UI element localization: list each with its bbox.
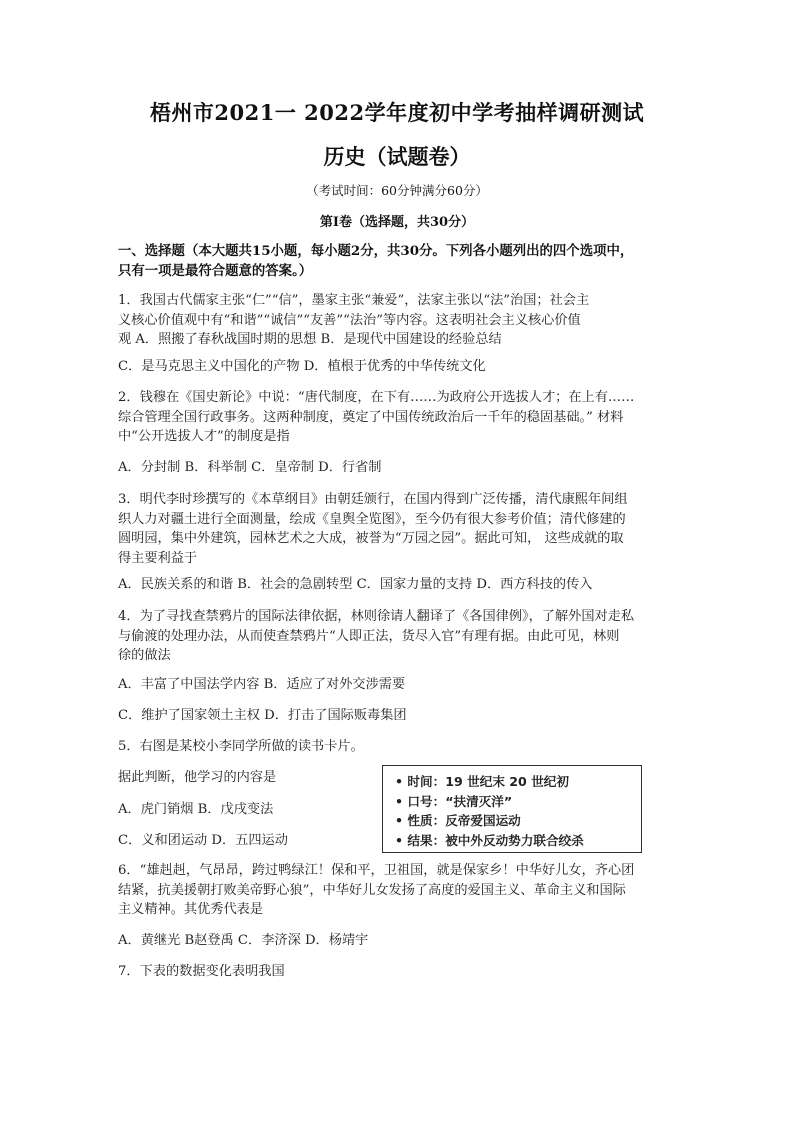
q1-line-2: 义核心价值观中有“和谐”“诚信”“友善”“法治”等内容。这表明社会主义核心价值 xyxy=(118,312,581,328)
subject-title: 历史（试题卷） xyxy=(323,144,471,169)
part-title: 第Ⅰ卷（选择题，共30分） xyxy=(319,215,475,230)
instruction-line-1: 一、选择题（本大题共15小题，每小题2分，共30分。下列各小题列出的四个选项中， xyxy=(118,243,634,259)
question-1 xyxy=(118,291,678,350)
exam-title: 梧州市2021一 2022学年度初中学考抽样调研测试 xyxy=(149,100,645,125)
q2-line-2: 综合管理全国行政事务。这两种制度，奠定了中国传统政治后一千年的稳固基础。” 材料 xyxy=(118,409,624,425)
q5-line-1: 5．右图是某校小李同学所做的读书卡片。 xyxy=(118,739,364,754)
question-2 xyxy=(118,388,678,447)
card-slogan: • 口号：“扶清灭洋” xyxy=(395,793,513,809)
q2-line-3: 中“公开选拔人才”的制度是指 xyxy=(118,429,290,444)
card-nature: • 性质：反帝爱国运动 xyxy=(395,813,521,828)
q6-line-3: 主义精神。其优秀代表是 xyxy=(118,902,264,917)
q4-options-cd: C．维护了国家领土主权 D．打击了国际贩毒集团 xyxy=(118,708,407,723)
q2-line-1: 2．钱穆在《国史新论》中说：“唐代制度，在下有……为政府公开选拔人才；在上有…… xyxy=(118,390,635,405)
q6-line-1: 6．“雄赳赳，气昂昂，跨过鸭绿江！保和平，卫祖国，就是保家乡！中华好儿女，齐心团 xyxy=(118,863,635,878)
question-6 xyxy=(118,861,678,920)
q2-options: A．分封制 B．科举制 C．皇帝制 D．行省制 xyxy=(118,460,382,475)
q3-line-1: 3．明代李时珍撰写的《本草纲目》由朝廷颁行，在国内得到广泛传播，清代康熙年间组 xyxy=(118,492,628,507)
exam-info: （考试时间：60分钟满分60分） xyxy=(306,183,488,198)
q5-options-ab: A．虎门销烟 B．戊戌变法 xyxy=(118,802,274,817)
card-time: • 时间：19 世纪末 20 世纪初 xyxy=(395,774,569,789)
q4-options-ab: A．丰富了中国法学内容 B．适应了对外交涉需要 xyxy=(118,677,406,692)
q6-line-2: 结紧，抗美援朝打败美帝野心狼”，中华好儿女发扬了高度的爱国主义、革命主义和国际 xyxy=(118,882,626,898)
q6-options: A．黄继光 B赵登禹 C．李济深 D．杨靖宇 xyxy=(118,933,369,948)
q1-line-3: 观 A．照搬了春秋战国时期的思想 B．是现代中国建设的经验总结 xyxy=(118,332,502,347)
q5-options-cd: C．义和团运动 D．五四运动 xyxy=(118,833,288,848)
section-instruction xyxy=(118,241,698,281)
q4-line-3: 徐的做法 xyxy=(118,648,171,663)
q3-line-3: 圆明园，集中外建筑，园林艺术之大成，被誉为“万园之园”。据此可知， 这些成就的取 xyxy=(118,531,624,546)
reading-card xyxy=(382,765,642,853)
q1-options-cd: C．是马克思主义中国化的产物 D．植根于优秀的中华传统文化 xyxy=(118,359,486,374)
q4-line-1: 4．为了寻找查禁鸦片的国际法律依据，林则徐请人翻译了《各国律例》，了解外国对走私 xyxy=(118,609,635,624)
card-result: • 结果：被中外反动势力联合绞杀 xyxy=(395,832,584,848)
question-3 xyxy=(118,490,678,568)
q5-line-2: 据此判断，他学习的内容是 xyxy=(118,770,277,785)
q3-options: A．民族关系的和谐 B．社会的急剧转型 C．国家力量的支持 D．西方科技的传入 xyxy=(118,577,593,592)
q1-line-1: 1．我国古代儒家主张“仁”“信”，墨家主张“兼爱”，法家主张以“法”治国；社会主 xyxy=(118,293,590,308)
q3-line-2: 织人力对疆土进行全面测量，绘成《皇舆全览图》，至今仍有很大参考价值；清代修建的 xyxy=(118,511,626,527)
question-4 xyxy=(118,607,678,666)
q3-line-4: 得主要利益于 xyxy=(118,550,198,566)
question-7: 7．下表的数据变化表明我国 xyxy=(118,964,285,979)
q4-line-2: 与偷渡的处理办法，从而使查禁鸦片“人即正法，货尽入官”有理有据。由此可见，林则 xyxy=(118,628,620,644)
instruction-line-2: 只有一项是最符合题意的答案。） xyxy=(118,263,313,279)
